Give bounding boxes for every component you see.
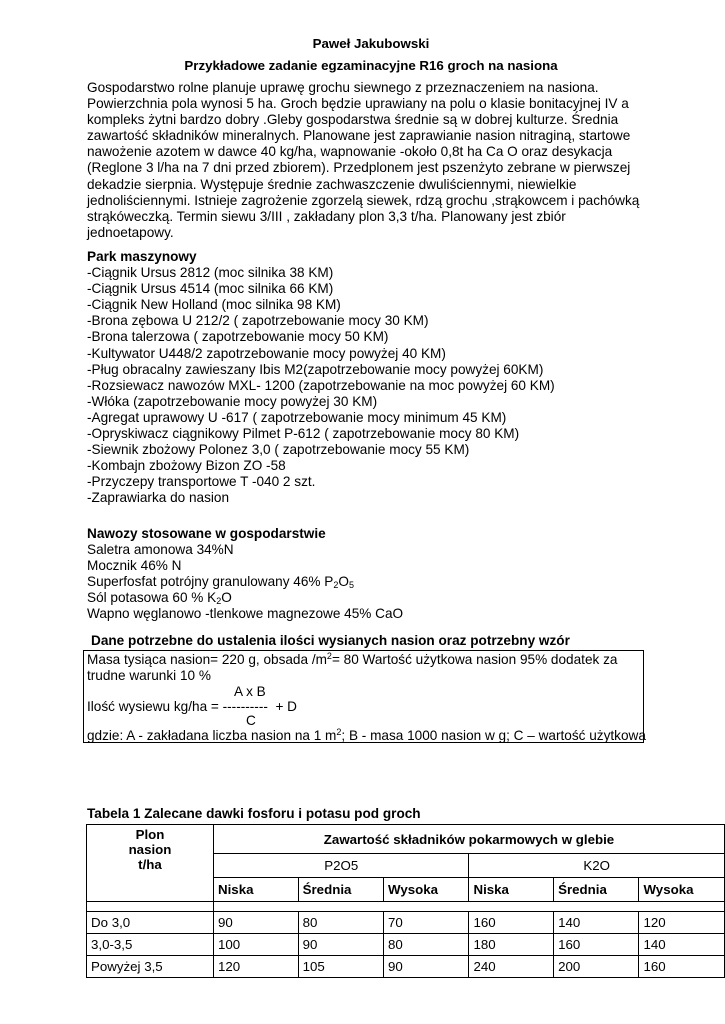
fertilizer-item: Superfosfat potrójny granulowany 46% $P_2O_5$	[87, 574, 354, 591]
yield-cell: Do 3,0	[87, 912, 214, 934]
machinery-item: -Ciągnik New Holland (moc silnika 98 KM)	[87, 297, 341, 313]
level-header: Średnia	[554, 878, 639, 902]
formula-numerator: A x B	[234, 684, 266, 699]
table-cell: 120	[214, 956, 299, 978]
doses-table	[86, 824, 725, 978]
yield-header: Plon nasion t/ha	[87, 825, 214, 902]
level-header: Niska	[469, 878, 554, 902]
machinery-item: -Ciągnik Ursus 4514 (moc silnika 66 KM)	[87, 281, 334, 297]
machinery-item: -Kombajn zbożowy Bizon ZO -58	[87, 458, 286, 474]
table-spacer-row	[87, 902, 725, 912]
machinery-item: -Brona talerzowa ( zapotrzebowanie mocy 50 KM)	[87, 329, 389, 345]
table-header-row	[87, 825, 725, 854]
fertilizer-item: Sól potasowa 60 % $K_2O$	[87, 590, 232, 607]
table-row	[87, 912, 725, 934]
formula-denominator: C	[246, 713, 256, 728]
table-cell: 80	[384, 934, 469, 956]
table-cell: 160	[639, 956, 725, 978]
p2o5-header: P2O5	[214, 854, 469, 878]
level-header: Niska	[214, 878, 299, 902]
formula-conditions: trudne warunki 10 %	[87, 668, 211, 683]
fertilizer-item: Mocznik 46% N	[87, 558, 182, 574]
table-cell: 140	[554, 912, 639, 934]
intro-line: Gospodarstwo rolne planuje uprawę grochu siewnego z przeznaczeniem na nasiona.	[87, 80, 599, 95]
intro-line: (Reglone 3 l/ha na 7 dni przed zbiorem). Przedplonem jest pszenżyto zebrane w pierwszej	[87, 160, 631, 176]
level-header: Wysoka	[384, 878, 469, 902]
k2o-header: K2O	[469, 854, 725, 878]
fertilizers-heading: Nawozy stosowane w gospodarstwie	[87, 526, 326, 541]
table-cell: 90	[298, 934, 383, 956]
machinery-item: -Siewnik zbożowy Polonez 3,0 ( zapotrzebowanie mocy 55 KM)	[87, 442, 470, 458]
machinery-heading: Park maszynowy	[87, 249, 197, 264]
machinery-item: -Brona zębowa U 212/2 ( zapotrzebowanie mocy 30 KM)	[87, 313, 429, 329]
fertilizer-item: Wapno węglanowo -tlenkowe magnezowe 45% CaO	[87, 606, 404, 622]
fertilizer-item: Saletra amonowa 34%N	[87, 542, 234, 558]
machinery-section	[87, 249, 555, 507]
machinery-item: -Agregat uprawowy U -617 ( zapotrzebowanie mocy minimum 45 KM)	[87, 409, 507, 425]
machinery-item: -Rozsiewacz nawozów MXL- 1200 (zapotrzebowanie na moc powyżej 60 KM)	[87, 377, 555, 393]
table-cell: 70	[384, 912, 469, 934]
yield-cell: 3,0-3,5	[87, 934, 214, 956]
formula-legend: gdzie: A - zakładana liczba nasion na 1 $m^2$; B - masa 1000 nasion w g; C – wartość użytkowa	[87, 727, 646, 743]
intro-line: strąkóweczką. Termin siewu 3/III , zakładany plon 3,3 t/ha. Planowany jest zbiór	[87, 208, 566, 224]
table-cell: 140	[639, 934, 725, 956]
level-header: Średnia	[298, 878, 383, 902]
table-cell: 160	[469, 912, 554, 934]
intro-line: nawożenie azotem w dawce 40 kg/ha, wapnowanie -około 0,8t ha Ca O oraz desykacja	[87, 144, 613, 160]
table-cell: 160	[554, 934, 639, 956]
table-cell: 240	[469, 956, 554, 978]
machinery-item: -Zaprawiarka do nasion	[87, 490, 230, 506]
intro-line: dekadzie sierpnia. Występuje średnie zachwaszczenie dwuliściennymi, niewielkie	[87, 176, 577, 192]
machinery-item: -Kultywator U448/2 zapotrzebowanie mocy powyżej 40 KM)	[87, 345, 446, 361]
intro-paragraph	[87, 80, 647, 241]
table-cell: 180	[469, 934, 554, 956]
table-cell: 105	[298, 956, 383, 978]
machinery-item: -Ciągnik Ursus 2812 (moc silnika 38 KM)	[87, 265, 334, 281]
intro-line: jednoliściennymi. Istnieje zagrożenie zgorzelą siewek, rdzą grochu ,strąkowcem i pachówką	[87, 192, 640, 208]
fertilizers-section	[87, 526, 403, 623]
machinery-item: -Przyczepy transportowe T -040 2 szt.	[87, 474, 316, 490]
author-name: Paweł Jakubowski	[312, 36, 430, 51]
table-cell: 80	[298, 912, 383, 934]
table-row	[87, 934, 725, 956]
table-cell: 100	[214, 934, 299, 956]
intro-line: Powierzchnia pola wynosi 5 ha. Groch będzie uprawiany na polu o klasie bonitacyjnej IV a	[87, 96, 629, 112]
machinery-item: -Włóka (zapotrzebowanie mocy powyżej 30 KM)	[87, 393, 378, 409]
intro-line: kompleks żytni bardzo dobry .Gleby gospodarstwa średnie są w dobrej kulturze. Średnia	[87, 112, 619, 128]
table-cell: 90	[384, 956, 469, 978]
formula-box	[83, 650, 644, 743]
machinery-item: -Pług obracalny zawieszany Ibis M2(zapotrzebowanie mocy powyżej 60KM)	[87, 361, 544, 377]
content-group-header: Zawartość składników pokarmowych w glebie	[214, 825, 725, 854]
table-row	[87, 956, 725, 978]
document-title: Przykładowe zadanie egzaminacyjne R16 groch na nasiona	[184, 58, 558, 73]
formula-seed-data: Masa tysiąca nasion= 220 g, obsada $/m^2= 80$ Wartość użytkowa nasion 95% dodatek za	[87, 651, 618, 667]
table-cell: 120	[639, 912, 725, 934]
formula-main: Ilość wysiewu kg/ha = ---------- + D	[87, 699, 297, 714]
intro-line: jednoetapowy.	[87, 224, 174, 240]
machinery-item: -Opryskiwacz ciągnikowy Pilmet P-612 ( zapotrzebowanie mocy 80 KM)	[87, 426, 520, 442]
yield-cell: Powyżej 3,5	[87, 956, 214, 978]
table-cell: 200	[554, 956, 639, 978]
level-header: Wysoka	[639, 878, 725, 902]
formula-heading: Dane potrzebne do ustalenia ilości wysianych nasion oraz potrzebny wzór	[91, 633, 570, 648]
table-caption: Tabela 1 Zalecane dawki fosforu i potasu pod groch	[87, 806, 421, 821]
table-cell: 90	[214, 912, 299, 934]
intro-line: zawartość składników mineralnych. Planowane jest zaprawianie nasion nitraginą, startowe	[87, 128, 631, 144]
